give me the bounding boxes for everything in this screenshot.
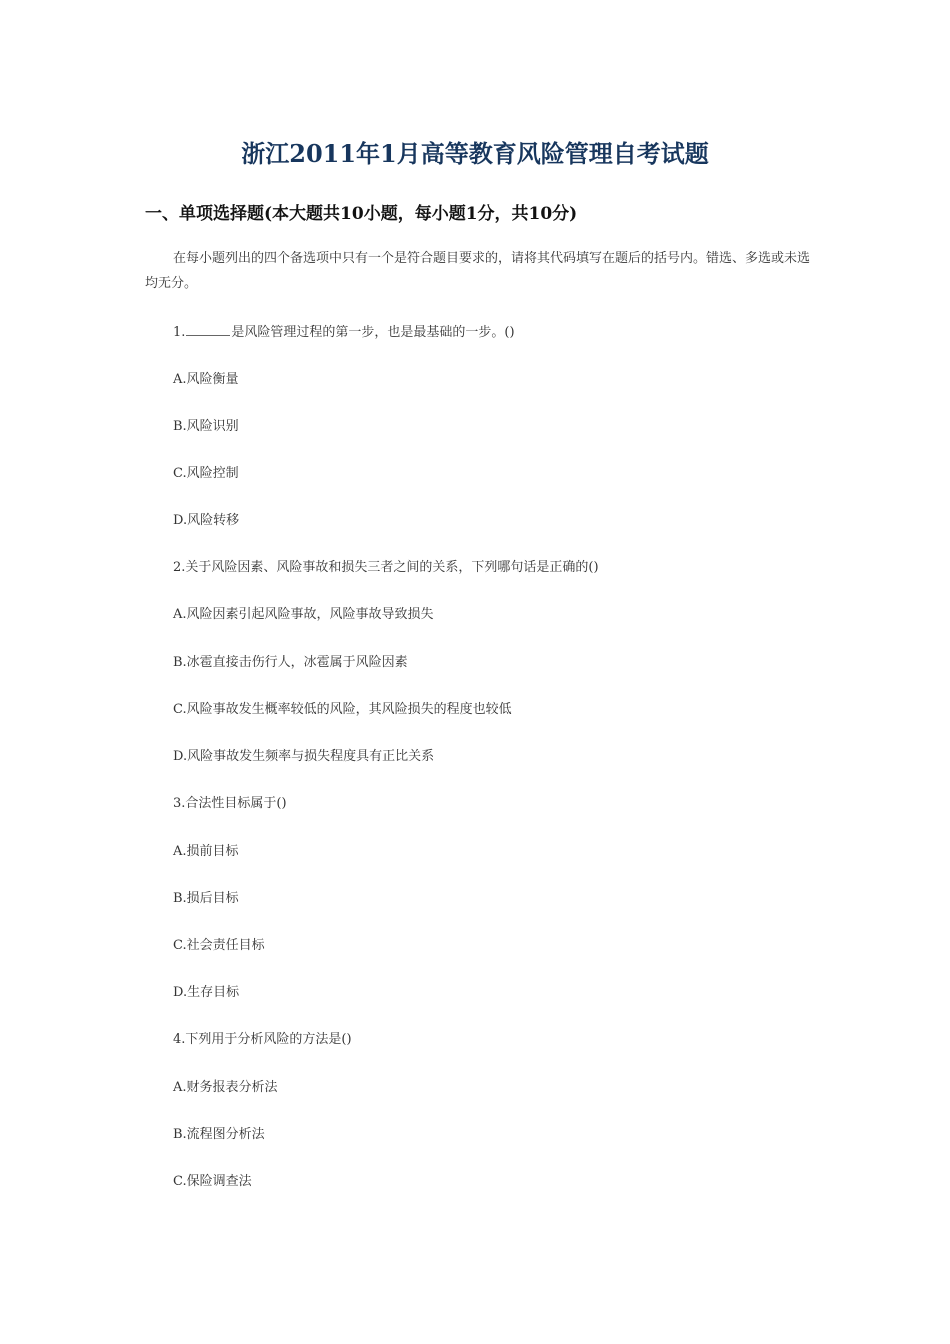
answer-option: A.财务报表分析法: [173, 1080, 278, 1095]
question-text: 是风险管理过程的第一步，也是最基础的一步。(): [231, 325, 515, 340]
answer-option: C.风险事故发生概率较低的风险，其风险损失的程度也较低: [173, 702, 512, 717]
answer-option: C.保险调查法: [173, 1174, 252, 1189]
question-stem: 3.合法性目标属于(): [173, 796, 287, 811]
question-stem: [173, 321, 515, 340]
fill-in-blank: [186, 324, 230, 336]
answer-option: B.流程图分析法: [173, 1127, 265, 1142]
answer-option: A.损前目标: [173, 844, 239, 859]
section-heading: 一、单项选择题(本大题共10小题，每小题1分，共10分): [145, 204, 578, 224]
answer-option: C.社会责任目标: [173, 938, 265, 953]
answer-option: A.风险衡量: [173, 372, 239, 387]
question-stem: 2.关于风险因素、风险事故和损失三者之间的关系，下列哪句话是正确的(): [173, 560, 599, 575]
answer-option: B.风险识别: [173, 419, 239, 434]
answer-option: C.风险控制: [173, 466, 239, 481]
answer-option: D.风险事故发生频率与损失程度具有正比关系: [173, 749, 435, 764]
answer-option: B.损后目标: [173, 891, 239, 906]
question-stem: 4.下列用于分析风险的方法是(): [173, 1032, 352, 1047]
answer-option: B.冰雹直接击伤行人，冰雹属于风险因素: [173, 655, 408, 670]
answer-option: A.风险因素引起风险事故，风险事故导致损失: [173, 607, 434, 622]
document-title: 浙江2011年1月高等教育风险管理自考试题: [241, 139, 709, 168]
answer-option: D.风险转移: [173, 513, 240, 528]
section-instructions: 在每小题列出的四个备选项中只有一个是符合题目要求的，请将其代码填写在题后的括号内。错选、多选或未选均无分。: [145, 251, 811, 291]
question-number: 1.: [173, 325, 186, 340]
answer-option: D.生存目标: [173, 985, 240, 1000]
